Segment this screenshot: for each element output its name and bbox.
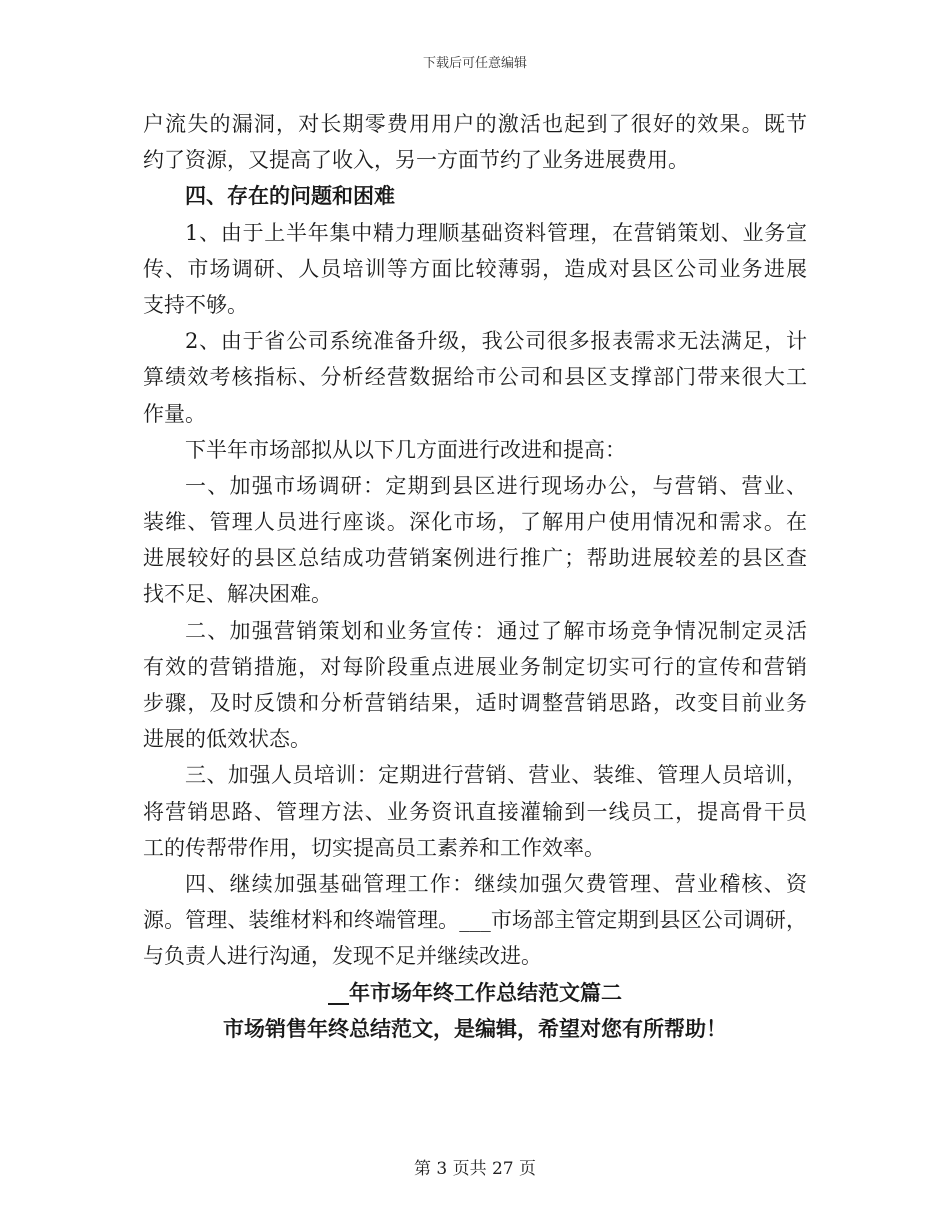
- paragraph-line: 一、加强市场调研：定期到县区进行现场办公，与营销、营业、: [185, 473, 807, 498]
- paragraph-line: 进展的低效状态。: [143, 727, 311, 752]
- paragraph-line: 工的传帮带作用，切实提高员工素养和工作效率。: [143, 835, 605, 860]
- section-heading: 四、存在的问题和困难: [185, 183, 395, 209]
- paragraph-line: 有效的营销措施，对每阶段重点进展业务制定切实可行的宣传和营销: [143, 654, 807, 679]
- paragraph-line: 传、市场调研、人员培训等方面比较薄弱，造成对县区公司业务进展: [143, 256, 807, 281]
- article-title: __年市场年终工作总结范文篇二: [328, 979, 622, 1005]
- paragraph-line: 将营销思路、管理方法、业务资讯直接灌输到一线员工，提高骨干员: [143, 799, 807, 824]
- paragraph-line: 找不足、解决困难。: [143, 582, 332, 607]
- article-subtitle: 市场销售年终总结范文，是编辑，希望对您有所帮助！: [223, 1015, 727, 1041]
- paragraph-line: 三、加强人员培训：定期进行营销、营业、装维、管理人员培训，: [185, 763, 807, 788]
- paragraph-line: 作量。: [143, 401, 206, 426]
- paragraph-line: 源。管理、装维材料和终端管理。___市场部主管定期到县区公司调研，: [143, 908, 807, 933]
- paragraph-line: 1、由于上半年集中精力理顺基础资料管理，在营销策划、业务宣: [185, 220, 807, 245]
- paragraph-line: 下半年市场部拟从以下几方面进行改进和提高：: [185, 437, 626, 462]
- paragraph-line: 四、继续加强基础管理工作：继续加强欠费管理、营业稽核、资: [185, 871, 807, 896]
- page-header: 下载后可任意编辑: [422, 56, 527, 71]
- paragraph-line: 算绩效考核指标、分析经营数据给市公司和县区支撑部门带来很大工: [143, 365, 807, 390]
- paragraph-line: 装维、管理人员进行座谈。深化市场，了解用户使用情况和需求。在: [143, 510, 807, 535]
- paragraph-line: 户流失的漏洞，对长期零费用用户的激活也起到了很好的效果。既节: [143, 112, 807, 136]
- document-body: [143, 106, 807, 1047]
- paragraph-line: 步骤，及时反馈和分析营销结果，适时调整营销思路，改变目前业务: [143, 691, 807, 715]
- paragraph-line: 与负责人进行沟通，发现不足并继续改进。: [143, 944, 542, 969]
- page-footer: 第 3 页共 27 页: [413, 1159, 537, 1179]
- paragraph-line: 支持不够。: [143, 292, 248, 317]
- paragraph-line: 二、加强营销策划和业务宣传：通过了解市场竞争情况制定灵活: [185, 618, 807, 643]
- paragraph-line: 2、由于省公司系统准备升级，我公司很多报表需求无法满足，计: [185, 329, 807, 354]
- paragraph-line: 约了资源，又提高了收入，另一方面节约了业务进展费用。: [143, 148, 689, 173]
- paragraph-line: 进展较好的县区总结成功营销案例进行推广；帮助进展较差的县区查: [143, 546, 807, 571]
